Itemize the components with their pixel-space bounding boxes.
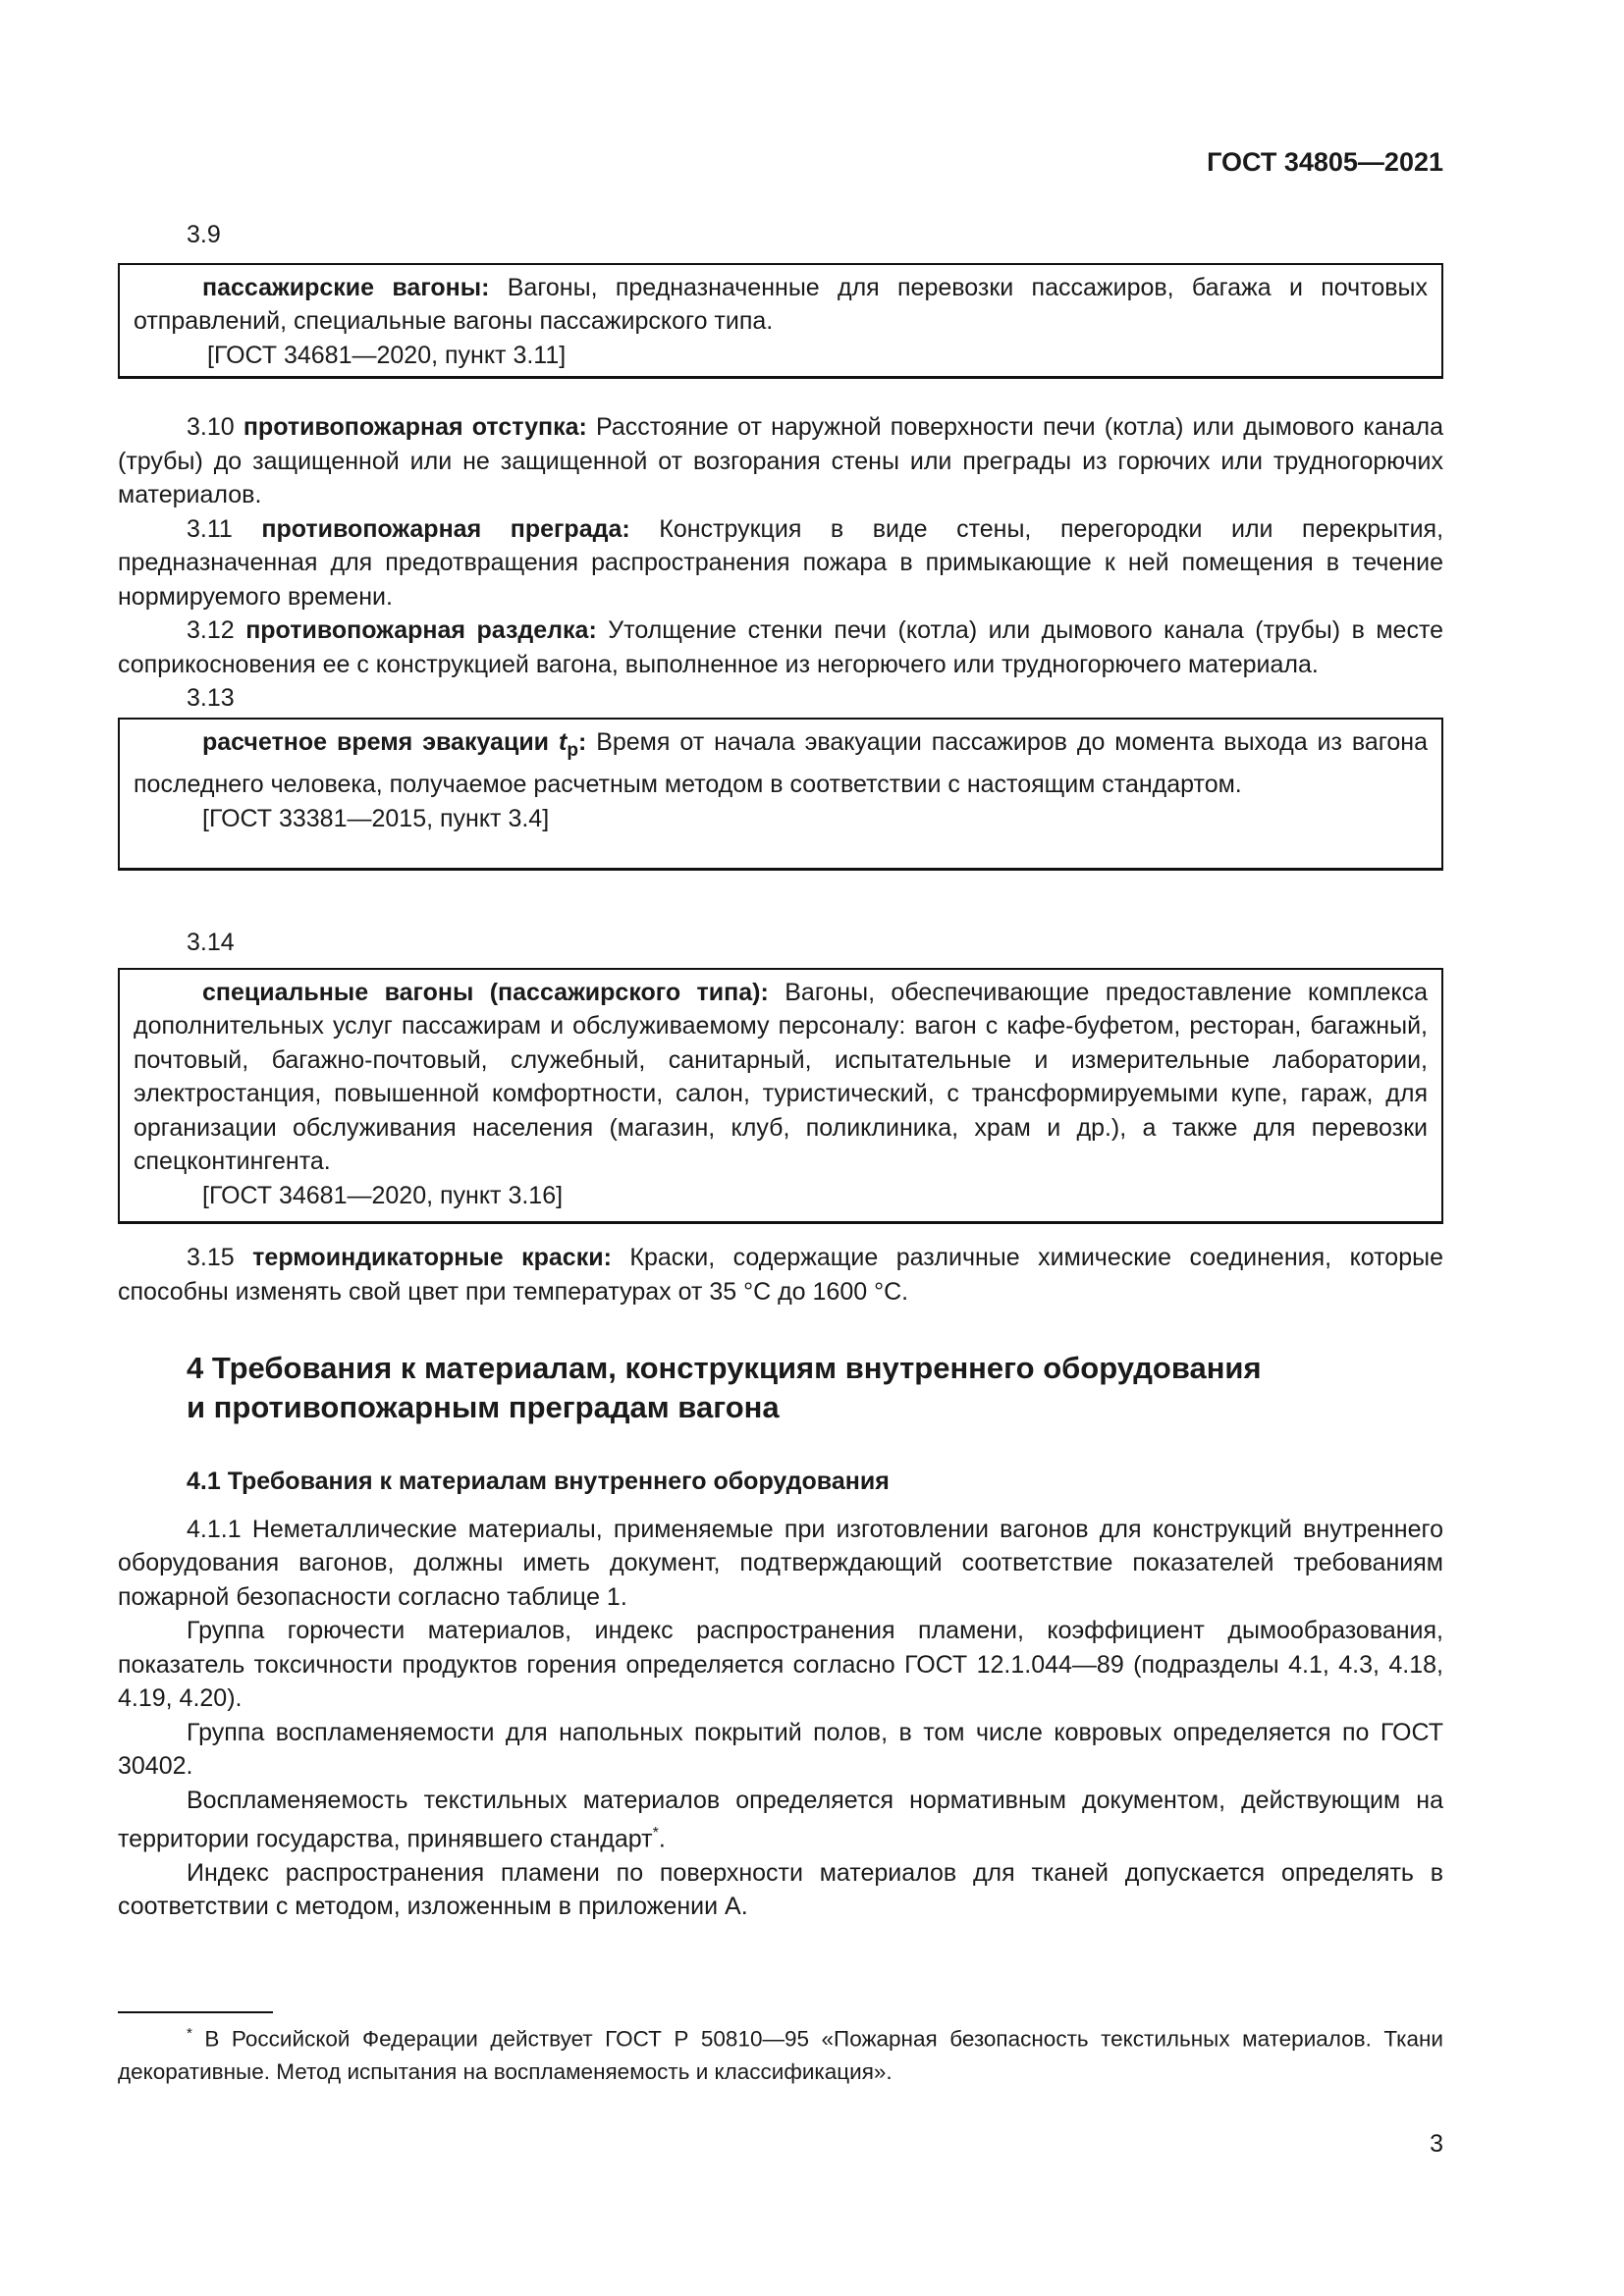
subsection-title: 4.1 Требования к материалам внутреннего оборудования [187,1468,890,1495]
term-source: [ГОСТ 34681—2020, пункт 3.11] [207,341,567,369]
term-name: расчетное время эвакуации [202,727,559,756]
term-symbol: t [559,727,568,756]
term-3-11: 3.11 противопожарная преграда: Конструкция в виде стены, перегородки или перекрытия, предназначенная для предотвращения распространения пожара в примыкающие к ней помещения в течение нормируемого времени. [118,514,1444,611]
footnote-divider [118,2011,273,2013]
term-definition: Вагоны, обеспечивающие предоставление комплекса дополнительных услуг пассажирам и обслуживаемому персоналу: вагон с кафе-буфетом, ресторан, багажный, почтовый, багажно-почтовый, служебный, санитарный, испытательные и измерительные лаборатории, электростанция, повышенной комфортности, салон, туристический, с трансформируемыми купе, гараж, для организации обслуживания населения (магазин, клуб, поликлиника, храм и др.), а также для перевозки спецконтингента. [134,978,1428,1175]
term-number: 3.9 [187,221,221,248]
paragraph: Воспламеняемость текстильных материалов определяется нормативным документом, действующим на территории государства, принявшего стандарт*. [118,1786,1443,1853]
term-3-14 [118,926,1443,1224]
term-3-9 [118,218,1443,379]
term-number: 3.13 [187,684,235,712]
term-name: пассажирские вагоны: [202,273,490,301]
quoted-definition-box: расчетное время эвакуации $t_р$: Время от начала эвакуации пассажиров до момента выхода из вагона последнего человека, получаемое расчетным методом в соответствии с настоящим стандартом. [ГОСТ 33381—2015, пункт 3.4] [118,718,1443,871]
paragraph: Группа горючести материалов, индекс распространения пламени, коэффициент дымообразования, показатель токсичности продуктов горения определяется согласно ГОСТ 12.1.044—89 (подразделы 4.1, 4.3, 4.18, 4.19, 4.20). [118,1617,1443,1712]
section-title-line2: и противопожарным преградам вагона [187,1390,780,1424]
section-title-line1: 4 Требования к материалам, конструкциям внутреннего оборудования [187,1351,1262,1385]
section-4 [118,1349,1443,1924]
term-number: 3.14 [187,929,235,956]
term-definition: Время от начала эвакуации пассажиров до момента выхода из вагона последнего человека, получаемое расчетным методом в соответствии с настоящим стандартом. [134,727,1428,798]
terms-3-10-to-3-12 [118,410,1443,871]
footnote-reference[interactable]: * [652,1825,659,1842]
term-3-15: 3.15 термоиндикаторные краски: Краски, содержащие различные химические соединения, которые способны изменять свой цвет при температурах от 35 °С до 1600 °С. [118,1244,1443,1306]
term-definition: Вагоны, предназначенные для перевозки пассажиров, багажа и почтовых отправлений, специальные вагоны пассажирского типа. [134,273,1428,335]
term-source: [ГОСТ 33381—2015, пункт 3.4] [202,804,550,832]
quoted-definition-box [118,263,1443,379]
term-3-10: 3.10 противопожарная отступка: Расстояние от наружной поверхности печи (котла) или дымового канала (трубы) до защищенной или не защищенной от возгорания стены или преграды из горючих или трудногорючих материалов. [118,413,1443,508]
term-name: специальные вагоны (пассажирского типа): [202,978,769,1006]
paragraph: 4.1.1 Неметаллические материалы, применяемые при изготовлении вагонов для конструкций внутреннего оборудования вагонов, должны иметь документ, подтверждающий соответствие показателей требованиям пожарной безопасности согласно таблице 1. [118,1515,1443,1611]
page-number: 3 [1430,2130,1443,2158]
term-3-12: 3.12 противопожарная разделка: Утолщение стенки печи (котла) или дымового канала (трубы) в месте соприкосновения ее с конструкцией вагона, выполненное из негорючего или трудногорючего материала. [118,616,1444,678]
paragraph: Индекс распространения пламени по поверхности материалов для тканей допускается определять в соответствии с методом, изложенным в приложении А. [118,1858,1443,1921]
paragraph: Группа воспламеняемости для напольных покрытий полов, в том числе ковровых определяется по ГОСТ 30402. [118,1718,1443,1780]
footnote: * В Российской Федерации действует ГОСТ Р 50810—95 «Пожарная безопасность текстильных материалов. Ткани декоративные. Метод испытания на воспламеняемость и классификация». [118,2025,1443,2084]
quoted-definition-box [118,968,1443,1224]
term-source: [ГОСТ 34681—2020, пункт 3.16] [202,1181,564,1209]
document-header: ГОСТ 34805—2021 [1207,147,1443,177]
